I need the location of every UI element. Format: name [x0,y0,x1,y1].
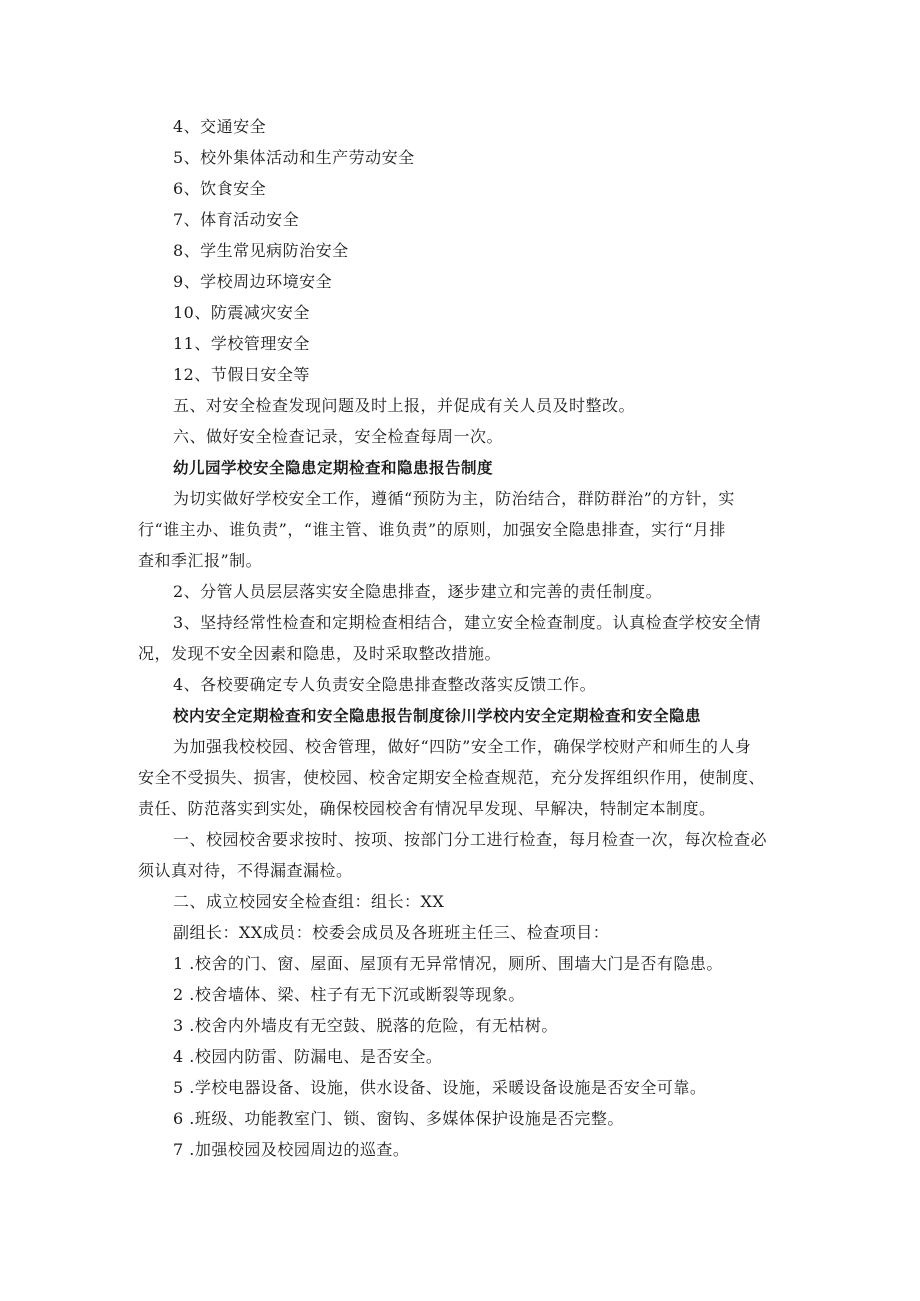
section1-title: 幼儿园学校安全隐患定期检查和隐患报告制度 [173,459,494,477]
section2-intro-line: 安全不受损失、损害，使校园、校舍定期安全检查规范，充分发挥组织作用，使制度、 [138,768,766,787]
section2-paragraph-1-line: 须认真对待，不得漏查漏检。 [138,861,353,880]
list-item: 6、饮食安全 [173,179,267,198]
section2-title: 校内安全定期检查和安全隐患报告制度徐川学校内安全定期检查和安全隐患 [173,707,702,725]
check-item: 2 .校舍墙体、梁、柱子有无下沉或断裂等现象。 [173,985,525,1004]
check-item: 6 .班级、功能教室门、锁、窗钩、多媒体保护设施是否完整。 [173,1109,624,1128]
list-item: 11、学校管理安全 [173,334,310,353]
check-item: 1 .校舍的门、窗、屋面、屋顶有无异常情况，厕所、围墙大门是否有隐患。 [173,954,723,973]
check-item: 3 .校舍内外墙皮有无空鼓、脱落的危险，有无枯树。 [173,1016,558,1035]
section1-paragraph-3-line: 3、坚持经常性检查和定期检查相结合，建立安全检查制度。认真检查学校安全情 [173,613,762,632]
list-item: 12、节假日安全等 [173,365,310,384]
list-item: 9、学校周边环境安全 [173,272,333,291]
section2-intro-line: 责任、防范落实到实处，确保校园校舍有情况早发现、早解决，特制定本制度。 [138,799,716,818]
section2-paragraph-3: 副组长：XX成员：校委会成员及各班班主任三、检查项目： [173,923,610,942]
section1-paragraph-2: 2、分管人员层层落实安全隐患排查，逐步建立和完善的责任制度。 [173,582,663,601]
section1-intro-line: 为切实做好学校安全工作，遵循“预防为主，防治结合，群防群治”的方针，实 [173,489,735,508]
list-item: 5、校外集体活动和生产劳动安全 [173,148,415,167]
section1-intro-line: 查和季汇报”制。 [138,551,263,570]
list-item: 7、体育活动安全 [173,210,300,229]
section1-paragraph-3-line: 况，发现不安全因素和隐患，及时采取整改措施。 [138,644,502,663]
section1-paragraph-4: 4、各校要确定专人负责安全隐患排查整改落实反馈工作。 [173,675,597,694]
check-item: 7 .加强校园及校园周边的巡查。 [173,1140,410,1159]
list-item: 4、交通安全 [173,117,267,136]
section2-intro-line: 为加强我校校园、校舍管理，做好“四防”安全工作，确保学校财产和师生的人身 [173,737,752,756]
paragraph-item-6: 六、做好安全检查记录，安全检查每周一次。 [173,427,504,446]
section1-intro-line: 行“谁主办、谁负责”，“谁主管、谁负责”的原则，加强安全隐患排查，实行“月排 [138,520,726,539]
check-item: 5 .学校电器设备、设施，供水设备、设施，采暖设备设施是否安全可靠。 [173,1078,707,1097]
list-item: 10、防震减灾安全 [173,303,310,322]
paragraph-item-5: 五、对安全检查发现问题及时上报，并促成有关人员及时整改。 [173,396,636,415]
list-item: 8、学生常见病防治安全 [173,241,349,260]
section2-paragraph-1-line: 一、校园校舍要求按时、按项、按部门分工进行检查，每月检查一次，每次检查必 [173,830,768,849]
section2-paragraph-2: 二、成立校园安全检查组：组长：XX [173,892,445,911]
check-item: 4 .校园内防雷、防漏电、是否安全。 [173,1047,443,1066]
